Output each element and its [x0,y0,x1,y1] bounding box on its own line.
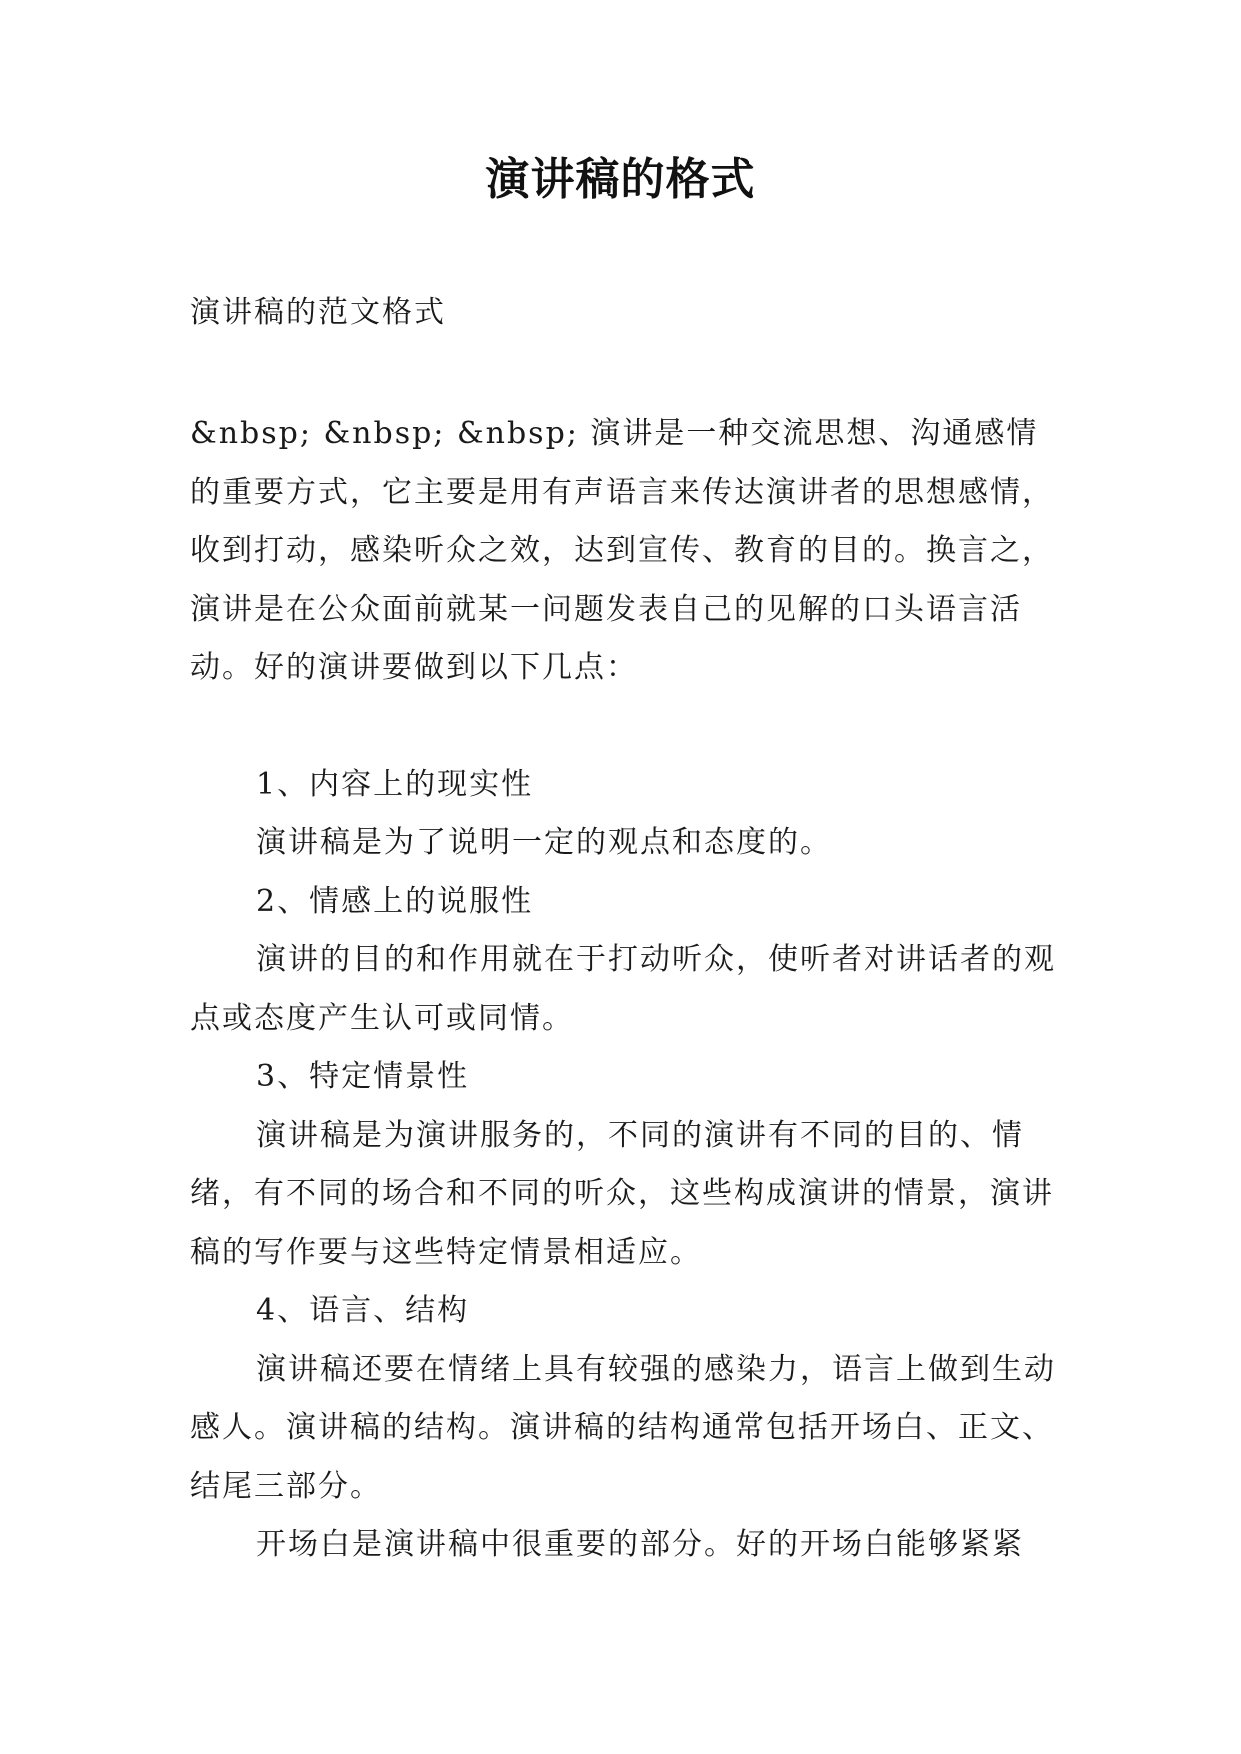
section-heading-3: 3、特定情景性 [256,1059,470,1094]
document-subtitle: 演讲稿的范文格式 [190,295,446,330]
section-heading-1: 1、内容上的现实性 [256,766,534,802]
body-paragraph: 开场白是演讲稿中很重要的部分。好的开场白能够紧紧 [256,1527,1024,1562]
page-title: 演讲稿的格式 [485,154,756,205]
body-paragraph: 演讲稿是为了说明一定的观点和态度的。 [256,825,832,860]
body-paragraph: 演讲稿是为演讲服务的，不同的演讲有不同的目的、情绪，有不同的场合和不同的听众，这些构成演讲的情景，演讲稿的写作要与这些特定情景相适应。 [190,1117,1054,1270]
body-paragraph: 演讲稿还要在情绪上具有较强的感染力，语言上做到生动感人。演讲稿的结构。演讲稿的结构通常包括开场白、正文、结尾三部分。 [190,1351,1056,1504]
intro-paragraph: &nbsp; &nbsp; &nbsp; 演讲是一种交流思想、沟通感情的重要方式，它主要是用有声语言来传达演讲者的思想感情，收到打动，感染听众之效，达到宣传、教育的目的。换言之，演讲是在公众面前就某一问题发表自己的见解的口头语言活动。好的演讲要做到以下几点： [190,416,1054,685]
section-heading-2: 2、情感上的说服性 [256,883,534,919]
document-body [190,405,1060,1575]
section-heading-4: 4、语言、结构 [256,1293,470,1328]
body-paragraph: 演讲的目的和作用就在于打动听众，使听者对讲话者的观点或态度产生认可或同情。 [190,942,1056,1036]
